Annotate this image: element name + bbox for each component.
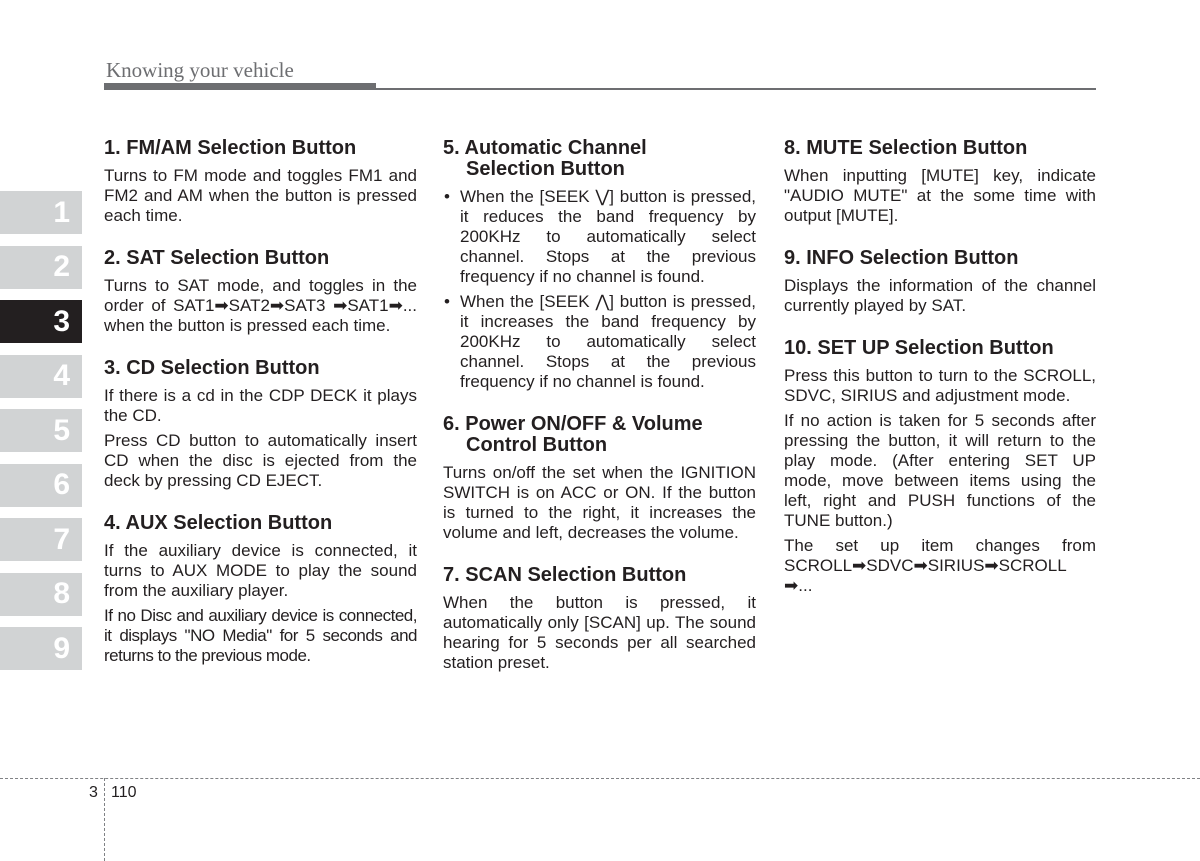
section-body: If no Disc and auxiliary device is connected, it displays "NO Media" for 5 seconds and returns to the previous mode. (104, 606, 417, 665)
bullet-list (443, 187, 756, 392)
section-cd (104, 358, 417, 491)
list-item: • When the [SEEK ⋀] button is pressed, it increases the band frequency by 200KHz to automatically select channel. Stops at the previous frequency if no channel is found. (443, 292, 756, 392)
chapter-tab-8[interactable]: 8 (0, 573, 82, 616)
footer-chapter-number: 3 (89, 784, 98, 801)
section-body: Press this button to turn to the SCROLL, SDVC, SIRIUS and adjustment mode. (784, 366, 1096, 405)
section-body: Displays the information of the channel currently played by SAT. (784, 276, 1096, 315)
section-title: 8. MUTE Selection Button (784, 137, 1028, 159)
column-1 (104, 138, 417, 688)
section-title-line-1: 6. Power ON/OFF & Volume (443, 413, 703, 435)
section-body: The set up item changes from SCROLL➡SDVC➡SIRIUS➡SCROLL ➡... (784, 536, 1096, 595)
page-header-title: Knowing your vehicle (106, 58, 294, 82)
section-automatic-channel (443, 138, 756, 392)
footer-divider (0, 778, 1200, 779)
chapter-tabs (0, 191, 82, 682)
section-body: Turns on/off the set when the IGNITION SWITCH is on ACC or ON. If the button is turned to the right, it increases the volume and left, decreases the volume. (443, 463, 756, 542)
chapter-tab-7[interactable]: 7 (0, 518, 82, 561)
section-title: 4. AUX Selection Button (104, 512, 333, 534)
header-rule-thick (104, 83, 376, 90)
list-item: • When the [SEEK ⋁] button is pressed, it reduces the band frequency by 200KHz to automatically select channel. Stops at the previous frequency if no channel is found. (443, 187, 756, 287)
section-title (443, 414, 756, 456)
chapter-tab-2[interactable]: 2 (0, 246, 82, 289)
section-body: If no action is taken for 5 seconds after pressing the button, it will return to the play mode. (After entering SET UP mode, move between items using the left, right and PUSH functions of the TUNE button.) (784, 411, 1096, 530)
section-body: Turns to SAT mode, and toggles in the order of SAT1➡SAT2➡SAT3 ➡SAT1➡... when the button is pressed each time. (104, 276, 417, 335)
section-body: If there is a cd in the CDP DECK it plays the CD. (104, 386, 417, 425)
section-sat (104, 248, 417, 336)
section-title: 9. INFO Selection Button (784, 247, 1019, 269)
section-title (443, 138, 756, 180)
section-title: 2. SAT Selection Button (104, 247, 330, 269)
footer-page-number: 110 (111, 784, 137, 801)
section-info (784, 248, 1096, 316)
chapter-tab-5[interactable]: 5 (0, 409, 82, 452)
section-body: If the auxiliary device is connected, it turns to AUX MODE to play the sound from the auxiliary player. (104, 541, 417, 600)
footer-vertical-divider (104, 778, 105, 861)
section-title: 1. FM/AM Selection Button (104, 137, 357, 159)
section-body: When inputting [MUTE] key, indicate "AUDIO MUTE" at the some time with output [MUTE]. (784, 166, 1096, 225)
section-set-up (784, 338, 1096, 596)
section-aux (104, 513, 417, 666)
column-2 (443, 138, 756, 695)
section-body: Turns to FM mode and toggles FM1 and FM2 and AM when the button is pressed each time. (104, 166, 417, 225)
section-scan (443, 565, 756, 673)
section-title-line-2: Control Button (466, 434, 608, 456)
chapter-tab-6[interactable]: 6 (0, 464, 82, 507)
chapter-tab-1[interactable]: 1 (0, 191, 82, 234)
section-fm-am (104, 138, 417, 226)
column-3 (784, 138, 1096, 618)
header-rule-thin (376, 88, 1096, 90)
section-body: Press CD button to automatically insert CD when the disc is ejected from the deck by pressing CD EJECT. (104, 431, 417, 490)
section-body: When the button is pressed, it automatically only [SCAN] up. The sound hearing for 5 seconds per all searched station preset. (443, 593, 756, 672)
section-title-line-1: 5. Automatic Channel (443, 137, 647, 159)
section-title: 3. CD Selection Button (104, 357, 320, 379)
chapter-tab-9[interactable]: 9 (0, 627, 82, 670)
section-title: 7. SCAN Selection Button (443, 564, 687, 586)
section-mute (784, 138, 1096, 226)
section-title: 10. SET UP Selection Button (784, 337, 1054, 359)
chapter-tab-4[interactable]: 4 (0, 355, 82, 398)
chapter-tab-3[interactable]: 3 (0, 300, 82, 343)
section-power-volume (443, 414, 756, 543)
section-title-line-2: Selection Button (466, 158, 625, 180)
